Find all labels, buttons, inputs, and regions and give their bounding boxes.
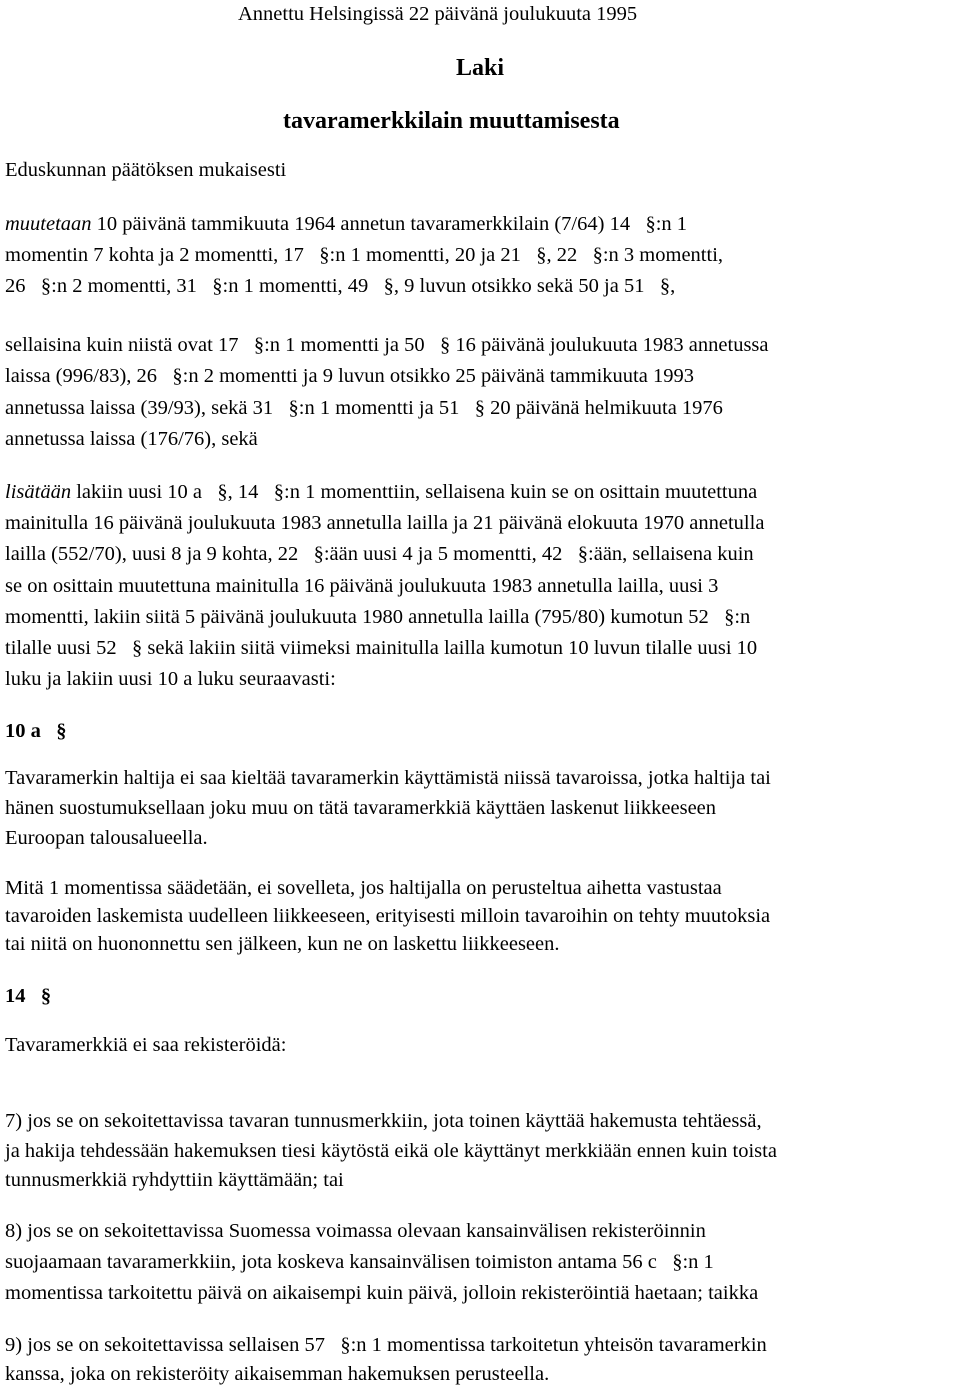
document-title: Laki: [456, 55, 505, 81]
amendment-source-line-2: laissa (996/83), 26 §:n 2 momentti ja 9 luvun otsikko 25 päivänä tammikuuta 1993: [5, 365, 694, 387]
item-7-line-3: tunnusmerkkiä ryhdyttiin käyttämään; tai: [5, 1169, 344, 1191]
section-10a-heading: 10 a §: [5, 720, 67, 742]
document-subtitle: tavaramerkkilain muuttamisesta: [283, 108, 620, 134]
section-10a-p1-line-2: hänen suostumuksellaan joku muu on tätä tavaramerkkiä käyttäen laskenut liikkeeseen: [5, 797, 717, 819]
addition-line-1: [5, 480, 757, 504]
addition-line-2: mainitulla 16 päivänä joulukuuta 1983 annetulla lailla ja 21 päivänä elokuuta 1970 annetulla: [5, 512, 765, 534]
addition-line-1-text: lakiin uusi 10 a §, 14 §:n 1 momenttiin, sellaisena kuin se on osittain muutettuna: [71, 481, 758, 503]
amendment-source-line-1: sellaisina kuin niistä ovat 17 §:n 1 momentti ja 50 § 16 päivänä joulukuuta 1983 annetussa: [5, 334, 769, 356]
item-9-line-1: 9) jos se on sekoitettavissa sellaisen 57 §:n 1 momentissa tarkoitetun yhteisön tavaramerkin: [5, 1334, 767, 1356]
amendment-source-line-4: annetussa laissa (176/76), sekä: [5, 428, 258, 450]
parliament-decision-line: Eduskunnan päätöksen mukaisesti: [5, 159, 287, 181]
enactment-date: Annettu Helsingissä 22 päivänä joulukuuta 1995: [238, 3, 638, 25]
section-10a-p1-line-1: Tavaramerkin haltija ei saa kieltää tavaramerkin käyttämistä niissä tavaroissa, jotka haltija tai: [5, 767, 771, 789]
item-8-line-1: 8) jos se on sekoitettavissa Suomessa voimassa olevaan kansainvälisen rekisteröinnin: [5, 1220, 706, 1242]
section-10a-p2-line-1: Mitä 1 momentissa säädetään, ei sovelleta, jos haltijalla on perusteltua aihetta vastustaa: [5, 877, 722, 899]
amend-line-1-text: 10 päivänä tammikuuta 1964 annetun tavaramerkkilain (7/64) 14 §:n 1: [91, 213, 688, 235]
item-9-line-2: kanssa, joka on rekisteröity aikaisemman hakemuksen perusteella.: [5, 1363, 550, 1385]
item-7-line-1: 7) jos se on sekoitettavissa tavaran tunnusmerkkiin, jota toinen käyttää hakemusta tehtäessä,: [5, 1110, 762, 1132]
addition-line-5: momentti, lakiin siitä 5 päivänä joulukuuta 1980 annetulla lailla (795/80) kumotun 52 §:n: [5, 606, 751, 628]
amendment-source-line-3: annetussa laissa (39/93), sekä 31 §:n 1 momentti ja 51 § 20 päivänä helmikuuta 1976: [5, 397, 723, 419]
section-10a-p1-line-3: Euroopan talousalueella.: [5, 827, 208, 849]
amendment-line-1: [5, 212, 687, 236]
addition-line-6: tilalle uusi 52 § sekä lakiin siitä viimeksi mainitulla lailla kumotun 10 luvun tilalle uusi 10: [5, 637, 758, 659]
section-14-heading: 14 §: [5, 985, 52, 1007]
section-10a-p2-line-3: tai niitä on huononnettu sen jälkeen, kun ne on laskettu liikkeeseen.: [5, 933, 560, 955]
amend-keyword: muutetaan: [5, 213, 92, 235]
addition-line-3: lailla (552/70), uusi 8 ja 9 kohta, 22 §:ään uusi 4 ja 5 momentti, 42 §:ään, sellaisena kuin: [5, 543, 754, 565]
section-14-intro: Tavaramerkkiä ei saa rekisteröidä:: [5, 1034, 287, 1056]
addition-line-4: se on osittain muutettuna mainitulla 16 päivänä joulukuuta 1983 annetulla lailla, uusi 3: [5, 575, 719, 597]
item-7-line-2: ja hakija tehdessään hakemuksen tiesi käytöstä eikä ole käyttänyt merkkiään ennen kuin toista: [5, 1140, 777, 1162]
addition-line-7: luku ja lakiin uusi 10 a luku seuraavasti:: [5, 668, 336, 690]
item-8-line-3: momentissa tarkoitettu päivä on aikaisempi kuin päivä, jolloin rekisteröintiä haetaan; taikka: [5, 1282, 759, 1304]
add-keyword: lisätään: [5, 481, 72, 503]
section-10a-p2-line-2: tavaroiden laskemista uudelleen liikkeeseen, erityisesti milloin tavaroihin on tehty muutoksia: [5, 905, 771, 927]
amendment-line-3: 26 §:n 2 momentti, 31 §:n 1 momentti, 49 §, 9 luvun otsikko sekä 50 ja 51 §,: [5, 275, 676, 297]
item-8-line-2: suojaamaan tavaramerkkiin, jota koskeva kansainvälisen toimiston antama 56 c §:n 1: [5, 1251, 714, 1273]
amendment-line-2: momentin 7 kohta ja 2 momentti, 17 §:n 1 momentti, 20 ja 21 §, 22 §:n 3 momentti,: [5, 244, 724, 266]
